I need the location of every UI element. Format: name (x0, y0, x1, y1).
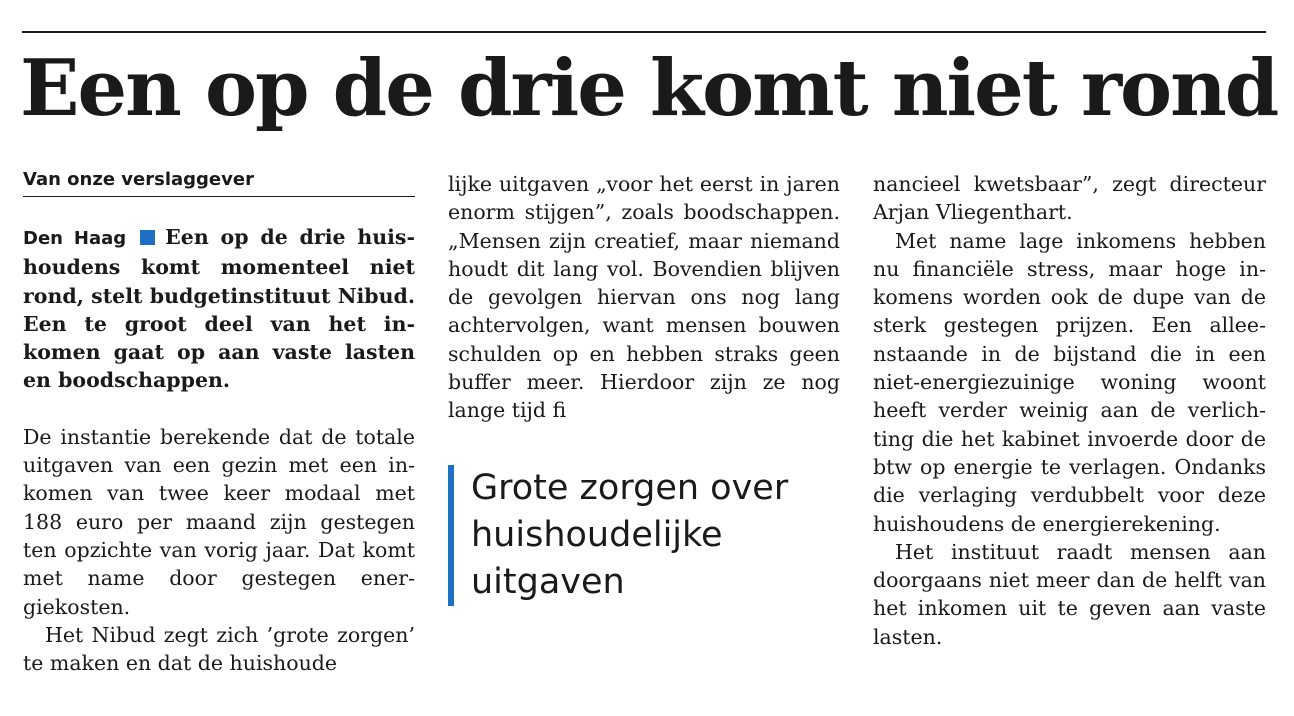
top-rule (22, 31, 1266, 33)
dateline: Den Haag (23, 228, 127, 249)
body-paragraph-2-part-2: lijke uitgaven „voor het eerst in jaren enorm stijgen”, zoals boodschappen. „Mensen zijn creatief, maar niemand houdt dit lang vol. Bovendien blijven de gevolgen hiervan ons nog lang achtervolgen, want mensen bouwen schulden op en hebben straks geen buffer meer. Hierdoor zijn ze nog lange tijd fi (448, 172, 840, 423)
column-3 (873, 170, 1266, 651)
blue-square-icon (140, 230, 155, 245)
pull-quote: Grote zorgen over huishoudelijke uitgaven (448, 465, 840, 606)
body-paragraph-1: De instantie berekende dat de totale uitgaven van een gezin met een inkomen van twee keer modaal met 188 euro per maand zijn gestegen ten opzichte van vorig jaar. Dat komt met name door gestegen energiekosten. (23, 424, 415, 619)
body-paragraph-2-part-3: nancieel kwetsbaar”, zegt directeur Arjan Vliegenthart. (873, 172, 1266, 225)
body-paragraph-3: Met name lage inkomens hebben nu financiële stress, maar hoge inkomens worden ook de dupe van de sterk gestegen prijzen. Een alleenstaande in de bijstand die in een niet-energiezuinige woning woont heeft verder weinig aan de verlichting die het kabinet invoerde door de btw op energie te verlagen. Ondanks die verlaging verdubbelt voor deze huishoudens de energierekening. (873, 228, 1266, 536)
body-paragraph-4: Het instituut raadt mensen aan doorgaans niet meer dan de helft van het inkomen uit te geven aan vaste lasten. (873, 539, 1266, 649)
byline: Van onze verslaggever (23, 166, 415, 197)
headline: Een op de drie komt niet rond (20, 43, 1278, 134)
column-1 (23, 166, 415, 677)
lead-text: Een op de drie huishoudens komt momenteel niet rond, stelt budgetinstituut Nibud. Een te groot deel van het inkomen gaat op aan vaste lasten en boodschappen. (23, 225, 415, 393)
lead-paragraph (23, 223, 415, 395)
body-paragraph-2-part-1: Het Nibud zegt zich ’grote zorgen’ te maken en dat de huishoude (23, 622, 415, 676)
column-2 (448, 170, 840, 606)
